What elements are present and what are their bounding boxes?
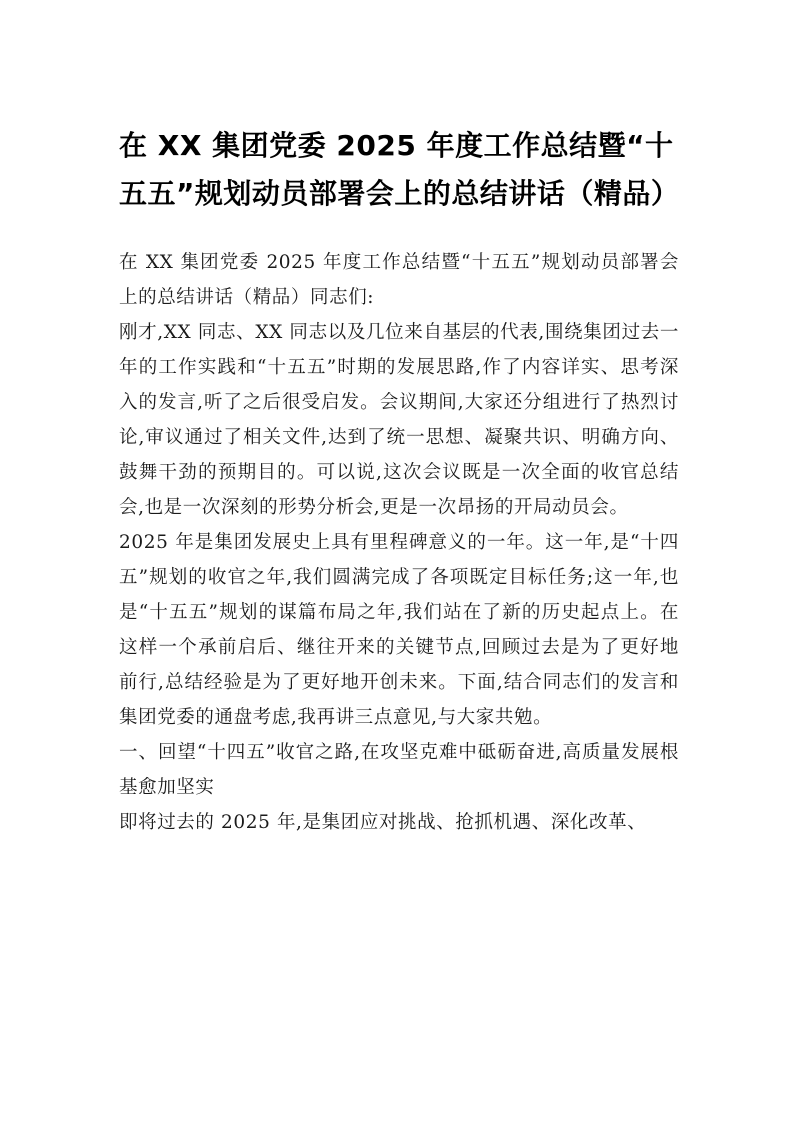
document-body <box>119 245 679 840</box>
paragraph-milestone-year: 2025 年是集团发展史上具有里程碑意义的一年。这一年,是“十四五”规划的收官之年,我们圆满完成了各项既定目标任务;这一年,也是“十五五”规划的谋篇布局之年,我们站在了新的历史起点上。在这样一个承前启后、继往开来的关键节点,回顾过去是为了更好地前行,总结经验是为了更好地开创未来。下面,结合同志们的发言和集团党委的通盘考虑,我再讲三点意见,与大家共勉。 <box>119 532 679 728</box>
paragraph-meeting-review: 刚才,XX 同志、XX 同志以及几位来自基层的代表,围绕集团过去一年的工作实践和“十五五”时期的发展思路,作了内容详实、思考深入的发言,听了之后很受启发。会议期间,大家还分组进行了热烈讨论,审议通过了相关文件,达到了统一思想、凝聚共识、明确方向、鼓舞干劲的预期目的。可以说,这次会议既是一次全面的收官总结会,也是一次深刻的形势分析会,更是一次昂扬的开局动员会。 <box>119 322 679 518</box>
paragraph-intro: 在 XX 集团党委 2025 年度工作总结暨“十五五”规划动员部署会上的总结讲话（精品）同志们: <box>119 252 679 308</box>
section-heading-one: 一、回望“十四五”收官之路,在攻坚克难中砥砺奋进,高质量发展根基愈加坚实 <box>119 742 679 798</box>
document-title: 在 XX 集团党委 2025 年度工作总结暨“十五五”规划动员部署会上的总结讲话（精品） <box>119 129 680 210</box>
paragraph-section-one-start: 即将过去的 2025 年,是集团应对挑战、抢抓机遇、深化改革、 <box>119 812 647 833</box>
